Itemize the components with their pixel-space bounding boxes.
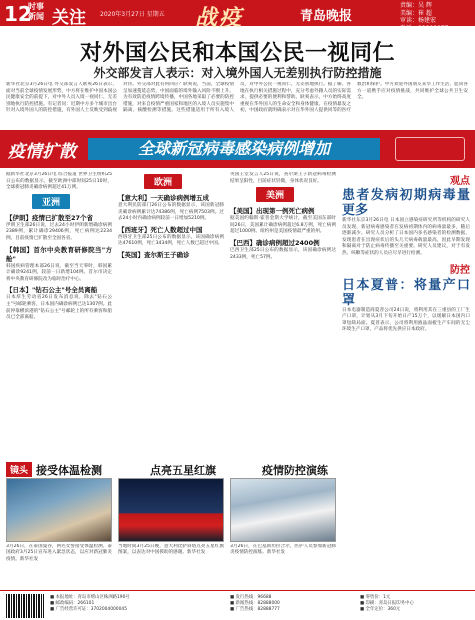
item-title: 【韩国】首尔中央教育研修院当"方舱" [6, 245, 112, 263]
header-tag [28, 2, 44, 22]
footer-line: ■ 广告热线：82888777 [230, 607, 280, 612]
photo-drill [230, 478, 336, 542]
item-title: 【伊朗】疫情已扩散至27个省 [6, 213, 94, 222]
editor-line: 审读：杨建宏 [400, 17, 437, 24]
issue-date: 2020年3月27日 星期五 [100, 11, 165, 18]
item-title: 【英国】查尔斯王子确诊 [118, 250, 190, 259]
footer-line: ■ 发行热线：96688 [230, 595, 272, 600]
footer-line: ■ 全年定价：360元 [360, 607, 401, 612]
item-text: 英国王室发言人25日说，查尔斯王子新冠病毒检测结果呈阳性，目前症状轻微，身体状况良好。 [230, 172, 336, 184]
region-heading-europe: 欧洲 [144, 174, 182, 189]
photo-temperature-check [6, 478, 112, 542]
footer-line: ■ 广告经营许可证：3702004000045 [50, 607, 127, 612]
item-title: 【西班牙】死亡人数超过中国 [118, 225, 203, 234]
item-title: 【美国】出现第一例死亡病例 [230, 207, 315, 216]
region-heading-americas: 美洲 [256, 187, 294, 202]
photo-title: 点亮五星红旗 [150, 464, 216, 477]
photo-flag-lighting [118, 478, 224, 542]
item-text: 伊朗卫生部26日说，过去24小时伊朗新增确诊病例2389例，累计确诊29406例，死亡病例达2234例。目前疫情已扩散至全国各省。 [6, 222, 112, 241]
item-text: 日本厚生劳动省26日发布消息说，除去"钻石公主"号邮轮乘客，日本国内确诊病例已达1307例。此前停靠横滨港的"钻石公主"号邮轮上的所有乘客和船员已全部离船。 [6, 295, 112, 321]
photo-section-tag: 镜头 [6, 462, 32, 477]
item-title: 【日本】"钻石公主"号全员离船 [6, 286, 98, 295]
topic-banner [0, 130, 475, 168]
footer-info-a [50, 595, 130, 613]
item-text: 意大利民防部门26日公布的数据显示，该国新冠肺炎确诊病例累计达74386例，死亡病例7503例。过去24小时内确诊病例较前一日增加5210例。 [118, 203, 224, 222]
section-banner: 战疫 [195, 5, 244, 31]
item-text: 西班牙卫生部25日公布的数据显示，该国确诊病例达47610例，死亡3434例，死亡人数已超过中国。 [118, 234, 224, 247]
banner-tag: 疫情扩散 [8, 142, 76, 162]
photo-title: 接受体温检测 [36, 464, 102, 477]
editor-line: 电话：82888877 [400, 24, 449, 32]
footer-info-b [230, 595, 280, 613]
prevention-tag: 防控 [450, 264, 470, 276]
sub-headline: 外交部发言人表示：对入境外国人无差别执行防控措施 [93, 66, 382, 80]
footer-line: ■ 新闻热线：82888000 [230, 601, 280, 606]
item-title: 【巴西】确诊病例超过2400例 [230, 238, 320, 247]
footer-line: ■ 本报地址：青岛市崂山区株洲路190号 [50, 595, 130, 600]
item-text: 巴西卫生部25日公布的数据显示，该国确诊病例达2433例，死亡57例。 [230, 247, 336, 260]
banner-decoration [395, 137, 465, 161]
item-title: 【意大利】一天确诊病例增五成 [118, 194, 209, 202]
barcode [6, 594, 44, 618]
editor-info [400, 2, 449, 32]
left-intro: 据新华社北京3月26日电 综合报道 世界卫生组织25日公布的数据显示，截至欧洲中部时间25日10时，全球新冠肺炎确诊病例超过41万例。 [6, 172, 112, 191]
page-header [0, 0, 475, 32]
editor-line: 美编：崔 超 [400, 9, 432, 17]
newspaper-logo: 青岛晚报 [300, 9, 353, 24]
footer-line: ■ 印刷：青岛日报印务中心 [360, 601, 414, 606]
section-name: 关注 [52, 8, 86, 28]
prevention-text: 日本电器制造商夏普公司24日说，将利用其在三重县的工厂生产口罩，计划从3月下旬开始日产15万个，以缓解日本国内口罩短缺局面。夏普表示，公司将利用液晶面板生产车间的无尘环境生产口罩，产品将优先供应日本政府。 [342, 307, 470, 333]
photo-caption: 3月26日，在泰国曼谷，两名女警接受体温检测。泰国政府3月25日宣布进入紧急状态，以应对新冠肺炎疫情。新华社发 [6, 544, 112, 562]
banner-title: 全球新冠病毒感染病例增加 [88, 138, 380, 160]
photo-caption: 3月26日，在巴基斯坦拉合尔，医护人员参加新冠肺炎疫情防控演练。新华社发 [230, 544, 336, 556]
header-tag-line2: 新闻 [28, 12, 44, 21]
editor-line: 责编：吴 辉 [400, 2, 432, 9]
footer-line: ■ 零售价：1元 [360, 595, 391, 600]
right-column [342, 172, 470, 492]
item-text: 韩国疾病管理本部26日说，截至当天零时，韩国累计确诊9241例，较前一日新增104例。首尔市决定将中央教育研修院改为临时治疗中心。 [6, 263, 112, 282]
left-column [6, 172, 112, 458]
photo-title: 疫情防控演练 [262, 464, 328, 477]
header-tag-line1: 时事 [28, 2, 44, 11]
footer-line: ■ 邮政编码：266101 [50, 601, 95, 606]
footer-info-c [360, 595, 414, 613]
middle-columns [118, 172, 336, 458]
region-heading-asia: 亚洲 [32, 194, 70, 209]
lead-article: 新华社北京3月26日电 外交部发言人耿爽26日表示，面对当前全球疫情发展形势，中方将在维护中国本国公民健康安全的前提下，对中外人员入境一视同仁，无差别地执行防控措施。有记者问：近期中方多个城市出台针对入境外国人的防控措施，有外国人士反映受到歧视对待。外交部对此有何回应？耿爽说，当前，全球疫情呈加速蔓延态势，中国面临的境外输入风险不断上升。为有效防范疫情跨境传播，中国各地采取了必要的防控措施，对来自疫情严重国家和地区的入境人员实施集中隔离、核酸检测等措施。这些措施适用于所有入境人员，对中外公民一视同仁，无差别地执行。据了解，各地在执行相关措施过程中，充分考虑外籍人员的实际需求，提供必要的便利和帮助。耿爽表示，中方始终高度重视在华外国人的生命安全和身体健康。在疫情暴发之初，中国政府就明确表示对在华外国人提供同等的医疗救治和保护。中方欢迎外国朋友来华工作生活，愿同各方一道携手应对疫情挑战，共同维护全球公共卫生安全。 [6, 82, 468, 114]
item-text: 据美国约翰斯·霍普金斯大学统计，截至美国东部时间26日，美国累计确诊病例超过6.8万例，死亡病例超过1000例。纽约州是美国疫情最严重的州。 [230, 216, 336, 235]
middle-column [118, 172, 336, 458]
main-headline: 对外国公民和本国公民一视同仁 [79, 41, 395, 66]
prevention-title: 日本夏普：将量产口罩 [342, 277, 470, 308]
opinion-title: 患者发病初期病毒量更多 [342, 188, 470, 218]
photo-caption: 当地时间3月25日晚，意大利比萨斜塔点亮五星红旗图案，以表达对中国援助的感谢。新华社发 [118, 544, 224, 556]
opinion-tag: 观点 [450, 176, 470, 187]
opinion-text: 新华社东京3月26日电 日本国立感染症研究所等机构的研究人员发现，新冠病毒感染者在发病初期体内的病毒量最多，随后逐渐减少。研究人员分析了日本国内多名感染者的检测数据，发现患者在出现症状后的头几天病毒载量最高，因此早期发现和隔离对于防止病毒传播至关重要。研究人员建议，对于有发热、咳嗽等症状的人员应尽早进行检测。 [342, 218, 470, 256]
page-number: 12 [4, 2, 32, 26]
